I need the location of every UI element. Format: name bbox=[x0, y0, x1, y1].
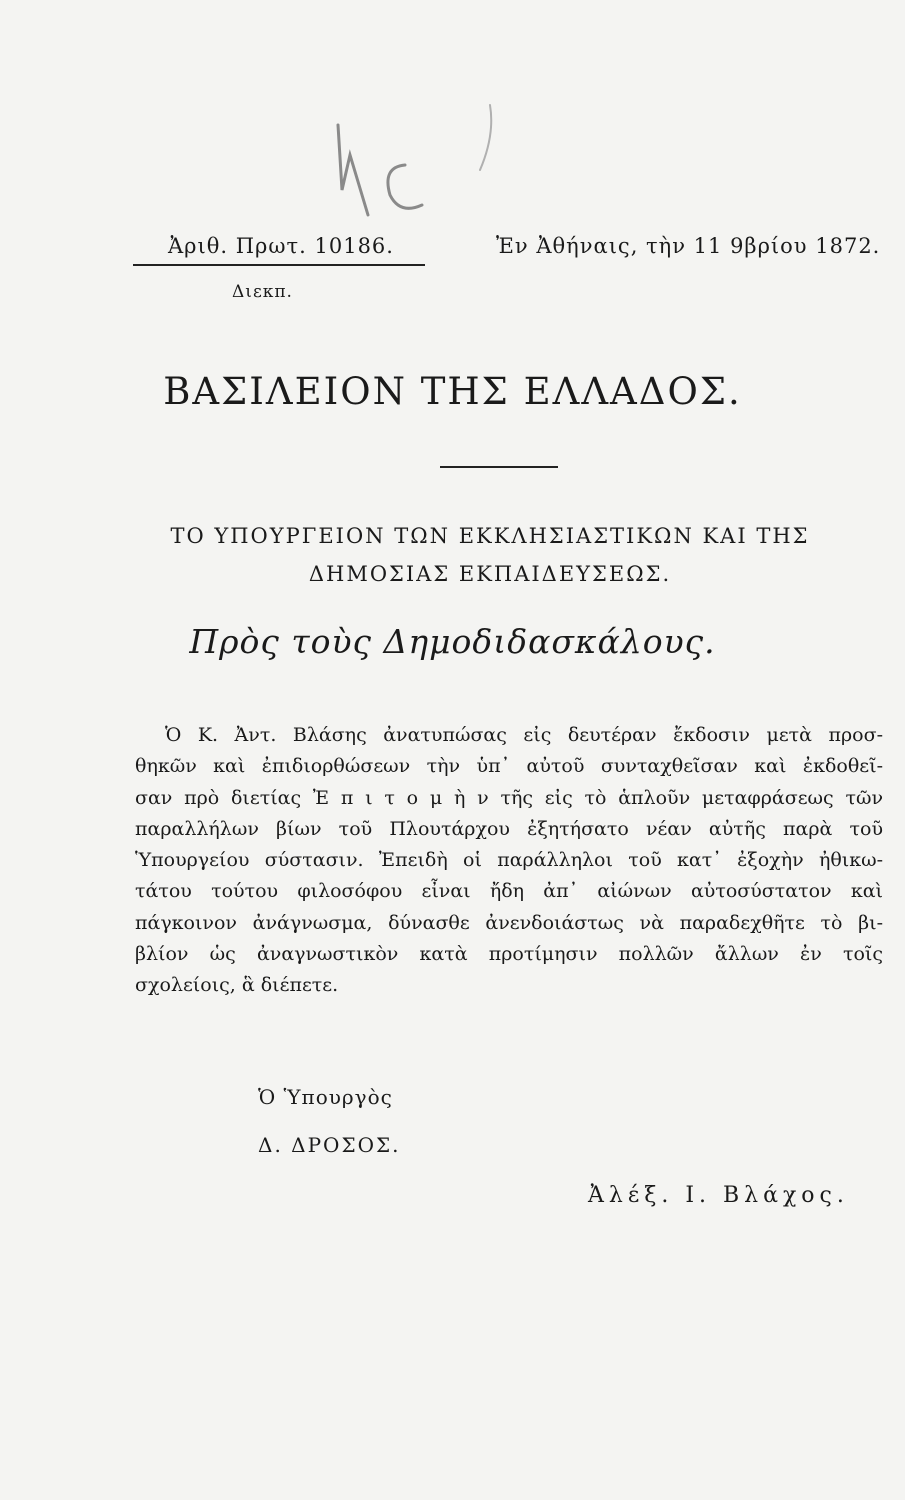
circular-body bbox=[135, 720, 883, 1002]
ministry-heading bbox=[150, 517, 830, 593]
ministry-line-2: ΔΗΜΟΣΙΑΣ ΕΚΠΑΙΔΕΥΣΕΩΣ. bbox=[308, 562, 672, 586]
body-line: τάτου τούτου φιλοσόφου εἶναι ἤδη ἀπ᾽ αἰώνων αὐτοσύστατον καὶ bbox=[135, 880, 883, 903]
place-date: Ἐν Ἀθήναις, τὴν 11 9βρίου 1872. bbox=[496, 234, 881, 258]
body-line: Ὁ Κ. Ἀντ. Βλάσης ἀνατυπώσας εἰς δευτέραν ἔκδοσιν μετὰ προσ- bbox=[165, 724, 883, 746]
kingdom-title: ΒΑΣΙΛΕΙΟΝ ΤΗΣ ΕΛΛΑΔΟΣ. bbox=[163, 370, 742, 413]
body-line: Ὑπουργείου σύστασιν. Ἐπειδὴ οἱ παράλληλοι τοῦ κατ᾽ ἐξοχὴν ἠθικω- bbox=[135, 849, 883, 872]
ministry-line-1: ΤΟ ΥΠΟΥΡΓΕΙΟΝ ΤΩΝ ΕΚΚΛΗΣΙΑΣΤΙΚΩΝ ΚΑΙ ΤΗΣ bbox=[170, 524, 810, 548]
body-line: σαν πρὸ διετίας Ἐ π ι τ ο μ ὴ ν τῆς εἰς τὸ ἁπλοῦν μεταφράσεως τῶν bbox=[135, 786, 883, 809]
body-line: βλίον ὡς ἀναγνωστικὸν κατὰ προτίμησιν πολλῶν ἄλλων ἐν τοῖς bbox=[135, 943, 883, 966]
body-line: πάγκοινον ἀνάγνωσμα, δύνασθε ἀνενδοιάστως νὰ παραδεχθῆτε τὸ βι- bbox=[135, 911, 883, 934]
pencil-scribble bbox=[320, 95, 570, 235]
title-divider bbox=[440, 466, 558, 468]
protocol-number: Ἀριθ. Πρωτ. 10186. bbox=[168, 234, 394, 258]
body-line: παραλλήλων βίων τοῦ Πλουτάρχου ἐξητήσατο νέαν αὐτῆς παρὰ τοῦ bbox=[135, 817, 883, 840]
minister-title: Ὁ Ὑπουργὸς bbox=[258, 1085, 393, 1109]
reference-rule bbox=[133, 264, 425, 266]
body-line: σχολείοις, ἃ διέπετε. bbox=[135, 974, 339, 997]
addressee: Πρὸς τοὺς Δημοδιδασκάλους. bbox=[189, 622, 716, 661]
body-line: θηκῶν καὶ ἐπιδιορθώσεων τὴν ὑπ᾽ αὐτοῦ συνταχθεῖσαν καὶ ἐκδοθεῖ- bbox=[135, 755, 883, 778]
minister-name: Δ. ΔΡΟΣΟΣ. bbox=[258, 1133, 401, 1157]
signatory: Ἀλέξ. Ι. Βλάχος. bbox=[588, 1183, 849, 1208]
protocol-note: Διεκπ. bbox=[232, 282, 293, 302]
